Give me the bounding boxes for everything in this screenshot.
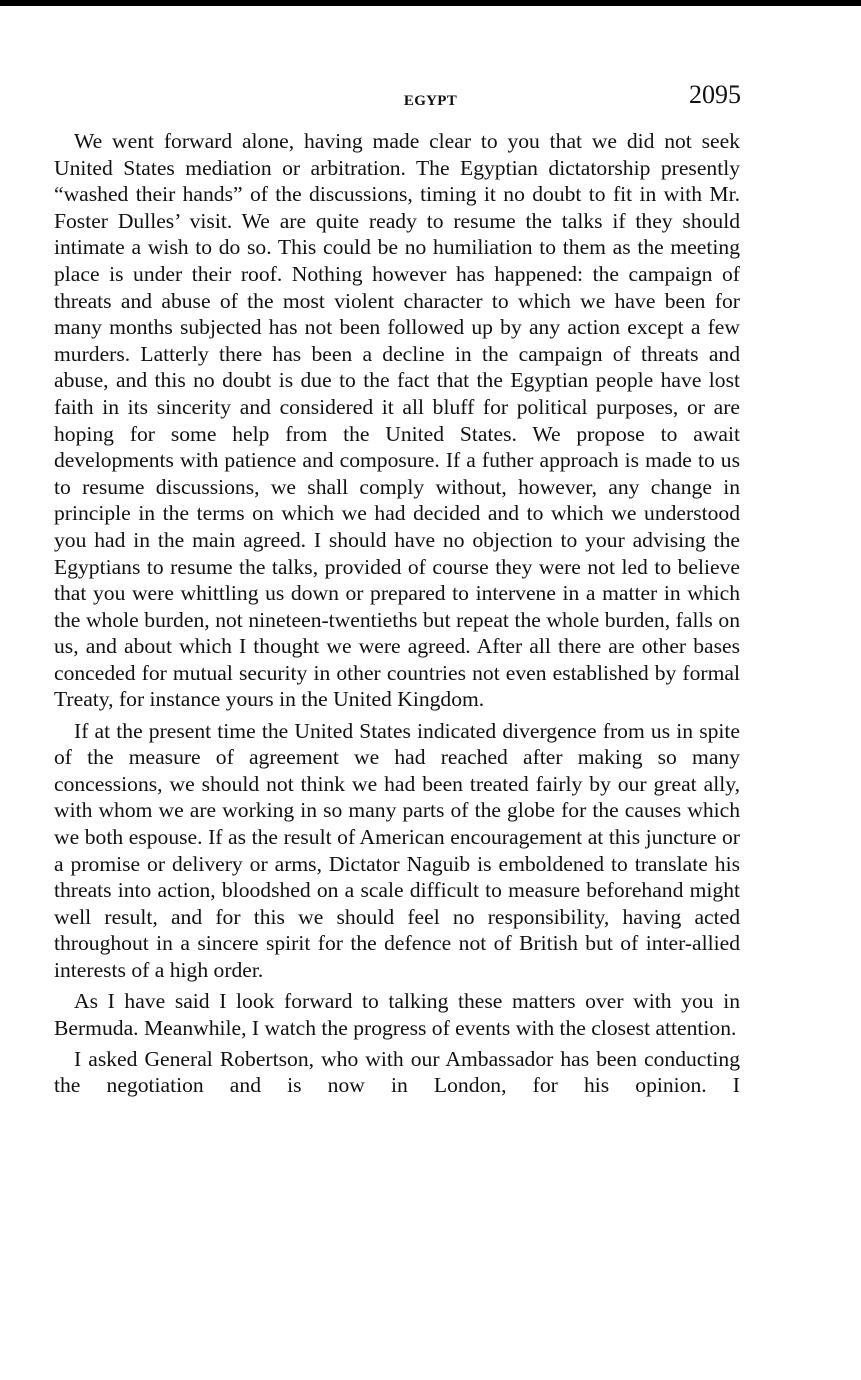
paragraph-2: If at the present time the United States indicated divergence from us in spite of the measure of agreement we had reached after making so many concessions, we should not think we had been treated fairly by our great ally, with whom we are working in so many parts of the globe for the causes which we both espouse. If as the result of American encouragement at this juncture or a promise or delivery or arms, Dictator Naguib is emboldened to translate his threats into action, bloodshed on a scale difficult to measure beforehand might well result, and for this we should feel no responsibility, having acted throughout in a sincere spirit for the defence not of British but of inter-allied interests of a high order. (54, 718, 740, 982)
page-number: 2095 (689, 80, 741, 109)
paragraph-3: As I have said I look forward to talking these matters over with you in Bermuda. Meanwhile, I watch the progress of events with the closest attention. (54, 989, 740, 1040)
paragraph-4: I asked General Robertson, who with our Ambassador has been conducting the negotiation and is now in London, for his opinion. I (54, 1046, 740, 1098)
top-edge-rule (0, 0, 861, 6)
body-text (54, 128, 740, 1103)
paragraph-1: We went forward alone, having made clear to you that we did not seek United States mediation or arbitration. The Egyptian dictatorship presently “washed their hands” of the discussions, timing it no doubt to fit in with Mr. Foster Dulles’ visit. We are quite ready to resume the talks if they should intimate a wish to do so. This could be no humiliation to them as the meeting place is under their roof. Nothing however has happened: the campaign of threats and abuse of the most violent character to which we have been for many months subjected has not been followed up by any action except a few murders. Latterly there has been a decline in the campaign of threats and abuse, and this no doubt is due to the fact that the Egyptian people have lost faith in its sincerity and considered it all bluff for political purposes, or are hoping for some help from the United States. We propose to await developments with patience and composure. If a futher approach is made to us to resume discussions, we shall comply without, however, any change in principle in the terms on which we had decided and to which we understood you had in the main agreed. I should have no objection to your advising the Egyptians to resume the talks, provided of course they were not led to believe that you were whittling us down or prepared to intervene in a matter in which the whole burden, not nineteen-twentieths but repeat the whole burden, falls on us, and about which I thought we were agreed. After all there are other bases conceded for mutual security in other countries not even established by formal Treaty, for instance yours in the United Kingdom. (54, 129, 740, 712)
running-head: EGYPT (403, 93, 458, 109)
